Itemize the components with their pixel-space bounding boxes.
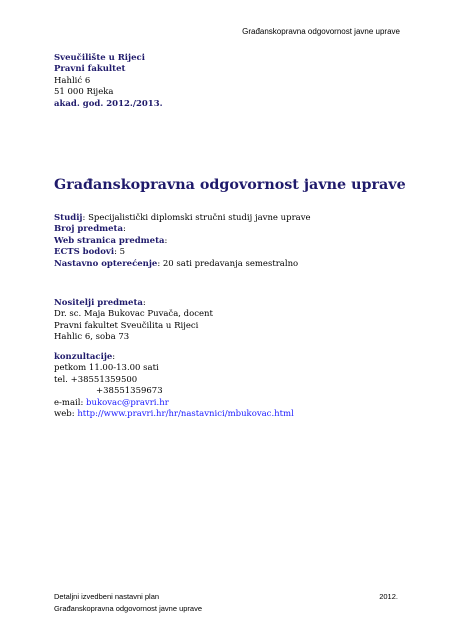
footer-line1: Detaljni izvedbeni nastavni plan xyxy=(54,592,160,601)
footer-year: 2012. xyxy=(379,592,398,601)
city-address: 51 000 Rijeka xyxy=(54,87,114,98)
phone-secondary: +38551359673 xyxy=(96,386,163,397)
lecturers-label: Nositelji predmeta xyxy=(54,298,143,308)
ects-value: : 5 xyxy=(114,247,126,258)
academic-year: akad. god. 2012./2013. xyxy=(54,98,163,109)
footer-line2: Građanskopravna odgovornost javne uprave xyxy=(54,603,203,613)
consultations-heading xyxy=(54,352,294,363)
email-link[interactable]: bukovac@pravri.hr xyxy=(86,397,169,408)
consultations-block xyxy=(54,352,294,420)
lecturers-block xyxy=(54,298,213,344)
web-link-row xyxy=(54,409,294,420)
course-info-block xyxy=(54,213,311,270)
web-link[interactable]: http://www.pravri.hr/hr/nastavnici/mbukovac.html xyxy=(77,409,294,420)
studij-value: : Specijalistički diplomski stručni studij javne uprave xyxy=(82,213,311,223)
ects-row xyxy=(54,247,311,258)
lecturer-office: Hahlic 6, soba 73 xyxy=(54,332,130,343)
broj-value: : xyxy=(122,224,126,235)
institution-block xyxy=(54,53,163,110)
broj-label: Broj predmeta xyxy=(54,224,123,235)
consultations-label-suffix: : xyxy=(112,352,116,362)
consultation-hours: petkom 11.00-13.00 sati xyxy=(54,363,159,374)
lecturer-affiliation: Pravni fakultet Sveučilita u Rijeci xyxy=(54,320,199,331)
lecturers-label-suffix: : xyxy=(142,298,146,308)
phone-primary: tel. +38551359500 xyxy=(54,374,138,385)
lecturer-name: Dr. sc. Maja Bukovac Puvača, docent xyxy=(54,309,213,320)
web-row xyxy=(54,236,311,247)
running-header: Građanskopravna odgovornost javne uprave xyxy=(242,27,400,36)
broj-row xyxy=(54,224,311,235)
studij-label: Studij xyxy=(54,213,83,223)
ects-label: ECTS bodovi xyxy=(54,247,115,258)
lecturers-heading xyxy=(54,298,213,309)
faculty-name: Pravni fakultet xyxy=(54,64,126,75)
opterecenje-row xyxy=(54,259,311,270)
page-footer xyxy=(54,591,398,614)
street-address: Hahlić 6 xyxy=(54,75,91,86)
studij-row xyxy=(54,213,311,224)
web-value: : xyxy=(164,235,168,246)
course-title: Građanskopravna odgovornost javne uprave xyxy=(54,177,406,193)
consultations-label: konzultacije xyxy=(54,352,113,362)
web-label: Web stranica predmeta xyxy=(54,235,165,246)
opterecenje-label: Nastavno opterećenje xyxy=(54,258,158,269)
opterecenje-value: : 20 sati predavanja semestralno xyxy=(157,258,299,269)
university-name: Sveučilište u Rijeci xyxy=(54,53,145,63)
email-label: e-mail: xyxy=(54,397,87,408)
email-row xyxy=(54,398,294,409)
web-link-label: web: xyxy=(54,409,78,420)
